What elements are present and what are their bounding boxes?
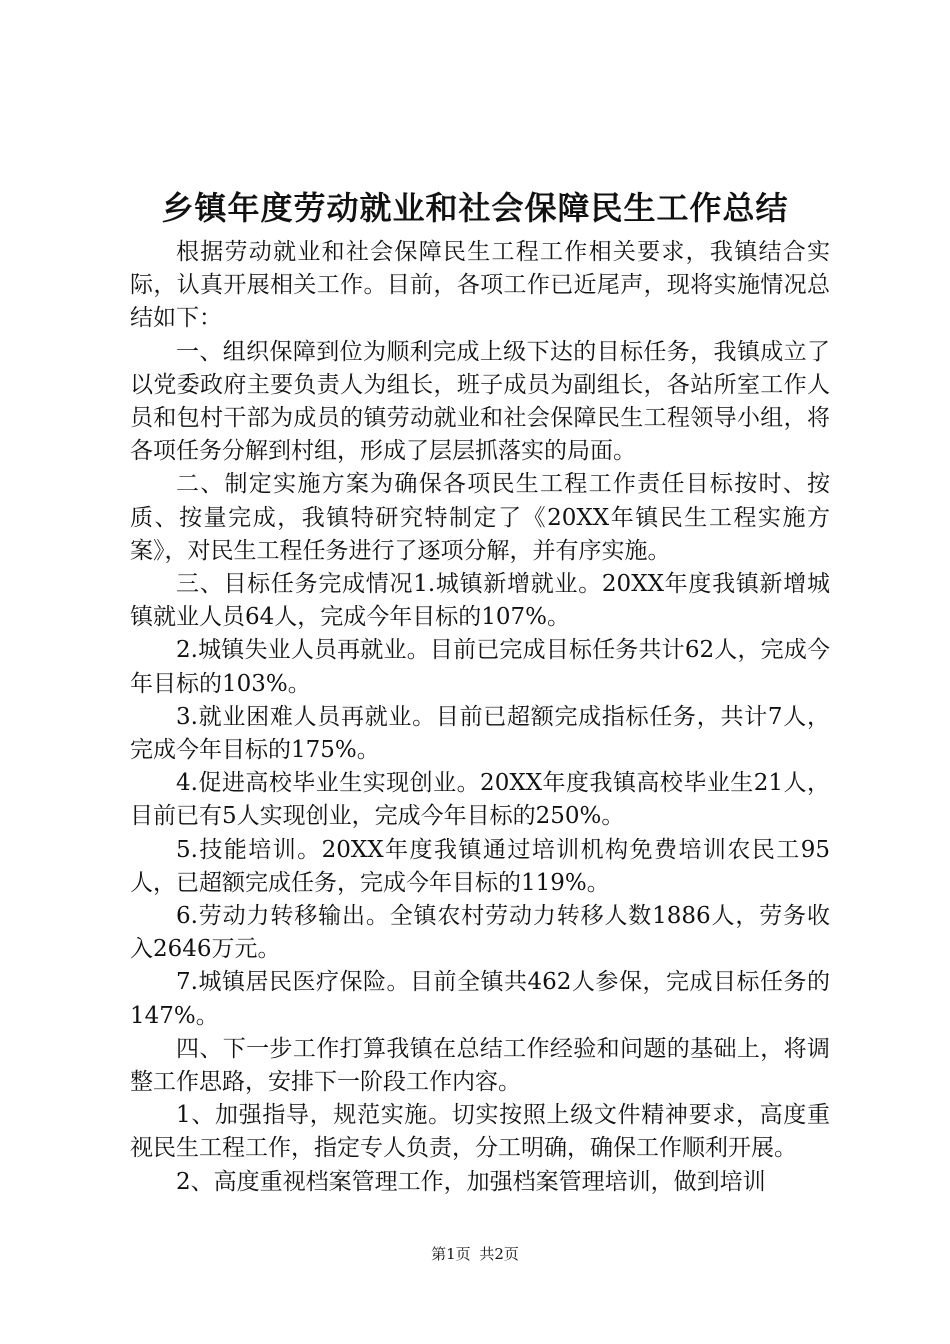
paragraph-target-4: 4.促进高校毕业生实现创业。20XX年度我镇高校毕业生21人，目前已有5人实现创业，完成今年目标的250%。	[130, 770, 830, 830]
paragraph-target-7: 7.城镇居民医疗保险。目前全镇共462人参保，完成目标任务的147%。	[130, 969, 830, 1029]
paragraph-organization: 一、组织保障到位为顺利完成上级下达的目标任务，我镇成立了以党委政府主要负责人为组长，班子成员为副组长，各站所室工作人员和包村干部为成员的镇劳动就业和社会保障民生工程领导小组，将各项任务分解到村组，形成了层层抓落实的局面。	[130, 338, 830, 465]
page-total: 共2页	[479, 1245, 519, 1263]
paragraph-next-step-2: 2、高度重视档案管理工作，加强档案管理培训，做到培训	[176, 1168, 766, 1195]
paragraph-target-2: 2.城镇失业人员再就业。目前已完成目标任务共计62人，完成今年目标的103%。	[130, 637, 830, 697]
paragraph-next-step-1: 1、加强指导，规范实施。切实按照上级文件精神要求，高度重视民生工程工作，指定专人负责，分工明确，确保工作顺利开展。	[130, 1102, 830, 1162]
paragraph-plan: 二、制定实施方案为确保各项民生工程工作责任目标按时、按质、按量完成，我镇特研究特制定了《20XX年镇民生工程实施方案》，对民生工程任务进行了逐项分解，并有序实施。	[130, 471, 830, 564]
document-body	[130, 236, 830, 1199]
page-footer	[0, 1244, 950, 1264]
paragraph-next-steps: 四、下一步工作打算我镇在总结工作经验和问题的基础上，将调整工作思路，安排下一阶段工作内容。	[130, 1035, 830, 1096]
document-title: 乡镇年度劳动就业和社会保障民生工作总结	[161, 189, 789, 227]
page-number: 第1页	[431, 1245, 471, 1263]
paragraph-target-6: 6.劳动力转移输出。全镇农村劳动力转移人数1886人，劳务收入2646万元。	[130, 903, 830, 963]
paragraph-target-5: 5.技能培训。20XX年度我镇通过培训机构免费培训农民工95人，已超额完成任务，完成今年目标的119%。	[130, 836, 830, 896]
paragraph-target-3: 3.就业困难人员再就业。目前已超额完成指标任务，共计7人，完成今年目标的175%。	[130, 703, 830, 764]
paragraph-target-1: 三、目标任务完成情况1.城镇新增就业。20XX年度我镇新增城镇就业人员64人，完成今年目标的107%。	[130, 571, 830, 631]
paragraph-intro: 根据劳动就业和社会保障民生工程工作相关要求，我镇结合实际，认真开展相关工作。目前，各项工作已近尾声，现将实施情况总结如下：	[130, 239, 830, 332]
